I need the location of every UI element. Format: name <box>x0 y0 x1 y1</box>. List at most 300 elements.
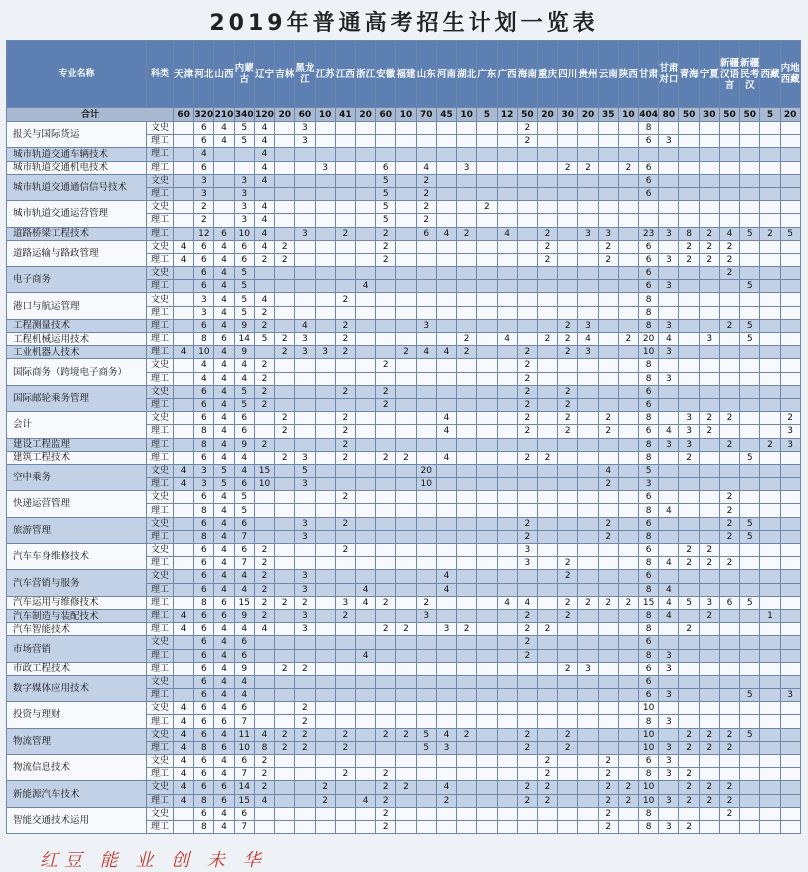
total-cell: 30 <box>558 108 578 122</box>
quota-cell: 2 <box>416 187 436 200</box>
quota-cell <box>578 557 598 570</box>
quota-cell: 2 <box>719 267 739 280</box>
quota-cell <box>315 807 335 820</box>
header-province: 宁夏 <box>699 41 719 108</box>
quota-cell <box>740 359 760 372</box>
quota-cell: 4 <box>214 451 234 464</box>
quota-cell <box>376 517 396 530</box>
quota-cell <box>355 398 375 411</box>
quota-cell <box>578 478 598 491</box>
quota-cell <box>174 412 194 425</box>
quota-cell <box>355 662 375 675</box>
quota-cell <box>174 161 194 174</box>
quota-cell: 3 <box>780 425 800 438</box>
quota-cell <box>416 649 436 662</box>
quota-cell: 2 <box>275 425 295 438</box>
quota-cell: 2 <box>335 346 355 359</box>
quota-cell <box>618 187 638 200</box>
quota-cell <box>457 755 477 768</box>
quota-cell <box>740 544 760 557</box>
quota-cell: 2 <box>275 346 295 359</box>
quota-cell <box>315 478 335 491</box>
quota-cell <box>376 741 396 754</box>
quota-cell <box>740 583 760 596</box>
quota-cell: 3 <box>295 623 315 636</box>
quota-cell: 2 <box>416 596 436 609</box>
quota-cell <box>174 596 194 609</box>
quota-cell: 4 <box>214 438 234 451</box>
quota-cell <box>537 807 557 820</box>
quota-cell <box>355 451 375 464</box>
quota-cell: 5 <box>376 187 396 200</box>
quota-cell <box>355 306 375 319</box>
quota-cell <box>558 122 578 135</box>
quota-cell <box>760 253 780 266</box>
quota-cell: 2 <box>699 227 719 240</box>
category-cell: 理工 <box>147 689 174 702</box>
quota-cell <box>598 715 618 728</box>
quota-cell: 5 <box>740 451 760 464</box>
quota-cell: 6 <box>639 570 659 583</box>
quota-cell <box>497 794 517 807</box>
quota-cell <box>659 240 679 253</box>
quota-cell <box>517 319 537 332</box>
quota-cell <box>598 689 618 702</box>
quota-cell <box>174 398 194 411</box>
quota-cell <box>659 491 679 504</box>
quota-cell <box>174 530 194 543</box>
quota-cell: 5 <box>740 689 760 702</box>
table-row <box>7 609 801 622</box>
quota-cell <box>537 267 557 280</box>
quota-cell <box>679 478 699 491</box>
quota-cell <box>558 623 578 636</box>
quota-cell <box>719 425 739 438</box>
quota-cell <box>477 794 497 807</box>
quota-cell: 6 <box>194 412 214 425</box>
quota-cell <box>537 609 557 622</box>
quota-cell <box>436 649 456 662</box>
quota-cell <box>457 675 477 688</box>
quota-cell: 4 <box>355 794 375 807</box>
quota-cell <box>558 689 578 702</box>
quota-cell: 4 <box>436 451 456 464</box>
quota-cell: 2 <box>335 728 355 741</box>
header-province: 广东 <box>477 41 497 108</box>
quota-cell <box>618 214 638 227</box>
quota-cell <box>780 148 800 161</box>
quota-cell <box>254 807 274 820</box>
quota-cell: 6 <box>194 689 214 702</box>
quota-cell <box>760 451 780 464</box>
quota-cell: 15 <box>254 464 274 477</box>
quota-cell <box>699 372 719 385</box>
header-province: 江苏 <box>315 41 335 108</box>
quota-cell: 9 <box>234 662 254 675</box>
quota-cell: 4 <box>214 306 234 319</box>
quota-cell <box>699 174 719 187</box>
quota-cell <box>355 346 375 359</box>
major-name: 汽车智能技术 <box>7 623 147 636</box>
quota-cell <box>174 122 194 135</box>
total-row <box>7 108 801 122</box>
major-name: 国际邮轮乘务管理 <box>7 385 147 411</box>
quota-cell: 2 <box>335 438 355 451</box>
quota-cell <box>376 557 396 570</box>
category-cell: 理工 <box>147 649 174 662</box>
quota-cell <box>558 583 578 596</box>
quota-cell <box>315 464 335 477</box>
quota-cell: 2 <box>719 504 739 517</box>
quota-cell: 4 <box>598 464 618 477</box>
quota-cell <box>537 372 557 385</box>
quota-cell: 4 <box>174 741 194 754</box>
quota-cell: 4 <box>214 557 234 570</box>
quota-cell: 3 <box>194 306 214 319</box>
quota-cell <box>497 689 517 702</box>
quota-cell <box>780 240 800 253</box>
quota-cell <box>315 214 335 227</box>
quota-cell <box>315 148 335 161</box>
quota-cell <box>214 174 234 187</box>
total-cell: 70 <box>416 108 436 122</box>
quota-cell <box>719 583 739 596</box>
quota-cell: 2 <box>537 240 557 253</box>
quota-cell <box>376 544 396 557</box>
quota-cell: 2 <box>396 623 416 636</box>
total-cell: 320 <box>194 109 214 120</box>
quota-cell: 5 <box>740 517 760 530</box>
quota-cell <box>760 596 780 609</box>
quota-cell: 4 <box>214 412 234 425</box>
quota-cell: 2 <box>517 359 537 372</box>
table-row <box>7 333 801 346</box>
quota-cell <box>275 464 295 477</box>
quota-cell <box>699 689 719 702</box>
quota-cell: 4 <box>234 451 254 464</box>
quota-cell: 6 <box>639 187 659 200</box>
quota-cell <box>275 570 295 583</box>
quota-cell: 4 <box>234 570 254 583</box>
quota-cell: 20 <box>416 464 436 477</box>
quota-cell <box>578 609 598 622</box>
quota-cell <box>315 491 335 504</box>
quota-cell <box>477 662 497 675</box>
quota-cell <box>174 820 194 833</box>
quota-cell: 4 <box>214 570 234 583</box>
quota-cell: 2 <box>335 609 355 622</box>
quota-cell: 8 <box>639 359 659 372</box>
category-cell: 理工 <box>147 135 174 148</box>
quota-cell <box>315 504 335 517</box>
quota-cell: 2 <box>537 451 557 464</box>
quota-cell <box>740 412 760 425</box>
table-row <box>7 240 801 253</box>
quota-cell: 3 <box>659 438 679 451</box>
quota-cell <box>376 755 396 768</box>
quota-cell <box>174 267 194 280</box>
major-name: 建筑工程技术 <box>7 451 147 464</box>
quota-cell <box>760 398 780 411</box>
quota-cell <box>315 544 335 557</box>
quota-cell <box>376 715 396 728</box>
quota-cell <box>436 201 456 214</box>
header-province: 吉林 <box>275 41 295 108</box>
quota-cell: 6 <box>234 636 254 649</box>
quota-cell <box>558 517 578 530</box>
quota-cell <box>416 425 436 438</box>
quota-cell: 3 <box>659 319 679 332</box>
quota-cell <box>355 267 375 280</box>
quota-cell <box>457 794 477 807</box>
quota-cell <box>780 174 800 187</box>
header-province: 山东 <box>416 41 436 108</box>
quota-cell <box>436 267 456 280</box>
total-cell: 340 <box>234 109 254 120</box>
quota-cell <box>396 306 416 319</box>
quota-cell <box>760 807 780 820</box>
quota-cell <box>679 293 699 306</box>
quota-cell <box>780 544 800 557</box>
quota-cell <box>396 544 416 557</box>
quota-cell: 8 <box>639 623 659 636</box>
category-cell: 理工 <box>147 333 174 346</box>
quota-cell <box>537 280 557 293</box>
quota-cell <box>659 187 679 200</box>
quota-cell <box>376 293 396 306</box>
quota-cell <box>598 438 618 451</box>
quota-cell: 6 <box>194 161 214 174</box>
quota-cell <box>699 636 719 649</box>
quota-cell <box>497 517 517 530</box>
table-row <box>7 702 801 715</box>
quota-cell <box>537 135 557 148</box>
quota-cell <box>760 741 780 754</box>
quota-cell <box>275 715 295 728</box>
quota-cell <box>537 530 557 543</box>
quota-cell <box>254 425 274 438</box>
quota-cell <box>760 794 780 807</box>
header-province: 贵州 <box>578 41 598 108</box>
quota-cell <box>740 425 760 438</box>
quota-cell <box>740 306 760 319</box>
quota-cell <box>396 530 416 543</box>
quota-cell <box>376 530 396 543</box>
quota-cell <box>335 478 355 491</box>
quota-cell <box>537 306 557 319</box>
header-row <box>7 41 801 108</box>
quota-cell <box>618 807 638 820</box>
quota-cell <box>679 464 699 477</box>
quota-cell <box>254 412 274 425</box>
quota-cell <box>315 187 335 200</box>
quota-cell <box>618 636 638 649</box>
quota-cell: 3 <box>295 135 315 148</box>
quota-cell <box>699 293 719 306</box>
quota-cell <box>558 293 578 306</box>
quota-cell <box>719 478 739 491</box>
major-name: 智能交通技术运用 <box>7 807 147 833</box>
quota-cell <box>396 689 416 702</box>
quota-cell <box>679 609 699 622</box>
quota-cell: 4 <box>174 464 194 477</box>
quota-cell: 3 <box>295 451 315 464</box>
category-cell: 理工 <box>147 161 174 174</box>
quota-cell <box>396 596 416 609</box>
quota-cell: 2 <box>295 715 315 728</box>
quota-cell <box>457 174 477 187</box>
quota-cell <box>436 174 456 187</box>
quota-cell <box>355 333 375 346</box>
quota-cell: 2 <box>254 372 274 385</box>
category-cell: 理工 <box>147 478 174 491</box>
quota-cell <box>537 675 557 688</box>
quota-cell: 3 <box>295 583 315 596</box>
quota-cell <box>214 214 234 227</box>
quota-cell: 2 <box>254 438 274 451</box>
category-cell: 文史 <box>147 755 174 768</box>
quota-cell <box>477 675 497 688</box>
quota-cell <box>254 689 274 702</box>
quota-cell <box>558 478 578 491</box>
quota-cell <box>537 728 557 741</box>
quota-cell: 2 <box>376 807 396 820</box>
quota-cell: 15 <box>234 596 254 609</box>
header-province: 江西 <box>335 41 355 108</box>
quota-cell: 3 <box>234 201 254 214</box>
total-label: 合计 <box>7 108 174 122</box>
header-province: 重庆 <box>537 41 557 108</box>
quota-cell <box>295 755 315 768</box>
quota-cell <box>457 240 477 253</box>
quota-cell <box>396 385 416 398</box>
quota-cell <box>477 755 497 768</box>
quota-cell <box>558 240 578 253</box>
quota-cell <box>760 583 780 596</box>
quota-cell <box>355 689 375 702</box>
quota-cell <box>598 741 618 754</box>
quota-cell: 8 <box>679 227 699 240</box>
quota-cell <box>780 517 800 530</box>
quota-cell: 3 <box>295 333 315 346</box>
quota-cell <box>760 333 780 346</box>
quota-cell <box>659 544 679 557</box>
major-name: 建设工程监理 <box>7 438 147 451</box>
quota-cell <box>578 741 598 754</box>
quota-cell <box>740 161 760 174</box>
quota-cell: 4 <box>416 346 436 359</box>
quota-cell: 4 <box>214 504 234 517</box>
page-title: 2019年普通高考招生计划一览表 <box>209 11 599 36</box>
quota-cell <box>355 385 375 398</box>
quota-cell <box>355 623 375 636</box>
quota-cell <box>699 122 719 135</box>
quota-cell <box>275 544 295 557</box>
quota-cell <box>639 201 659 214</box>
quota-cell: 6 <box>214 781 234 794</box>
quota-cell: 2 <box>618 794 638 807</box>
quota-cell: 3 <box>699 596 719 609</box>
quota-cell <box>355 517 375 530</box>
quota-cell <box>497 557 517 570</box>
quota-cell: 5 <box>376 201 396 214</box>
quota-cell <box>477 636 497 649</box>
major-name: 工程测量技术 <box>7 319 147 332</box>
quota-cell <box>275 267 295 280</box>
quota-cell <box>335 702 355 715</box>
major-name: 数字媒体应用技术 <box>7 675 147 701</box>
quota-cell <box>578 253 598 266</box>
quota-cell <box>174 333 194 346</box>
quota-cell: 2 <box>679 557 699 570</box>
quota-cell: 2 <box>598 820 618 833</box>
quota-cell <box>477 807 497 820</box>
category-cell: 文史 <box>147 675 174 688</box>
quota-cell <box>618 135 638 148</box>
major-name: 汽车车身维修技术 <box>7 544 147 570</box>
quota-cell <box>497 464 517 477</box>
quota-cell <box>275 372 295 385</box>
quota-cell <box>578 702 598 715</box>
quota-cell: 2 <box>558 425 578 438</box>
quota-cell <box>497 623 517 636</box>
quota-cell <box>719 768 739 781</box>
quota-cell <box>295 491 315 504</box>
quota-cell <box>780 253 800 266</box>
quota-cell <box>275 807 295 820</box>
quota-cell <box>315 438 335 451</box>
quota-cell: 4 <box>214 689 234 702</box>
quota-cell <box>659 451 679 464</box>
header-province: 黑龙江 <box>295 41 315 108</box>
quota-cell <box>618 372 638 385</box>
quota-cell <box>335 820 355 833</box>
quota-cell <box>699 148 719 161</box>
quota-cell <box>416 135 436 148</box>
quota-cell <box>477 148 497 161</box>
quota-cell <box>275 385 295 398</box>
quota-cell: 8 <box>254 741 274 754</box>
quota-cell <box>315 596 335 609</box>
quota-cell: 4 <box>214 372 234 385</box>
quota-cell: 2 <box>537 768 557 781</box>
quota-cell <box>457 319 477 332</box>
quota-cell: 3 <box>578 227 598 240</box>
quota-cell: 4 <box>214 346 234 359</box>
quota-cell <box>578 148 598 161</box>
quota-cell: 8 <box>639 306 659 319</box>
quota-cell <box>436 478 456 491</box>
quota-cell <box>497 570 517 583</box>
quota-cell <box>558 530 578 543</box>
quota-cell: 6 <box>214 609 234 622</box>
quota-cell: 2 <box>537 794 557 807</box>
quota-cell <box>679 570 699 583</box>
quota-cell: 2 <box>254 319 274 332</box>
quota-cell: 8 <box>639 807 659 820</box>
quota-cell: 2 <box>396 451 416 464</box>
quota-cell <box>699 517 719 530</box>
quota-cell <box>436 702 456 715</box>
quota-cell <box>416 267 436 280</box>
quota-cell <box>578 807 598 820</box>
quota-cell <box>719 333 739 346</box>
quota-cell <box>659 214 679 227</box>
quota-cell: 2 <box>315 781 335 794</box>
quota-cell: 2 <box>719 741 739 754</box>
quota-cell <box>477 609 497 622</box>
quota-cell <box>477 306 497 319</box>
